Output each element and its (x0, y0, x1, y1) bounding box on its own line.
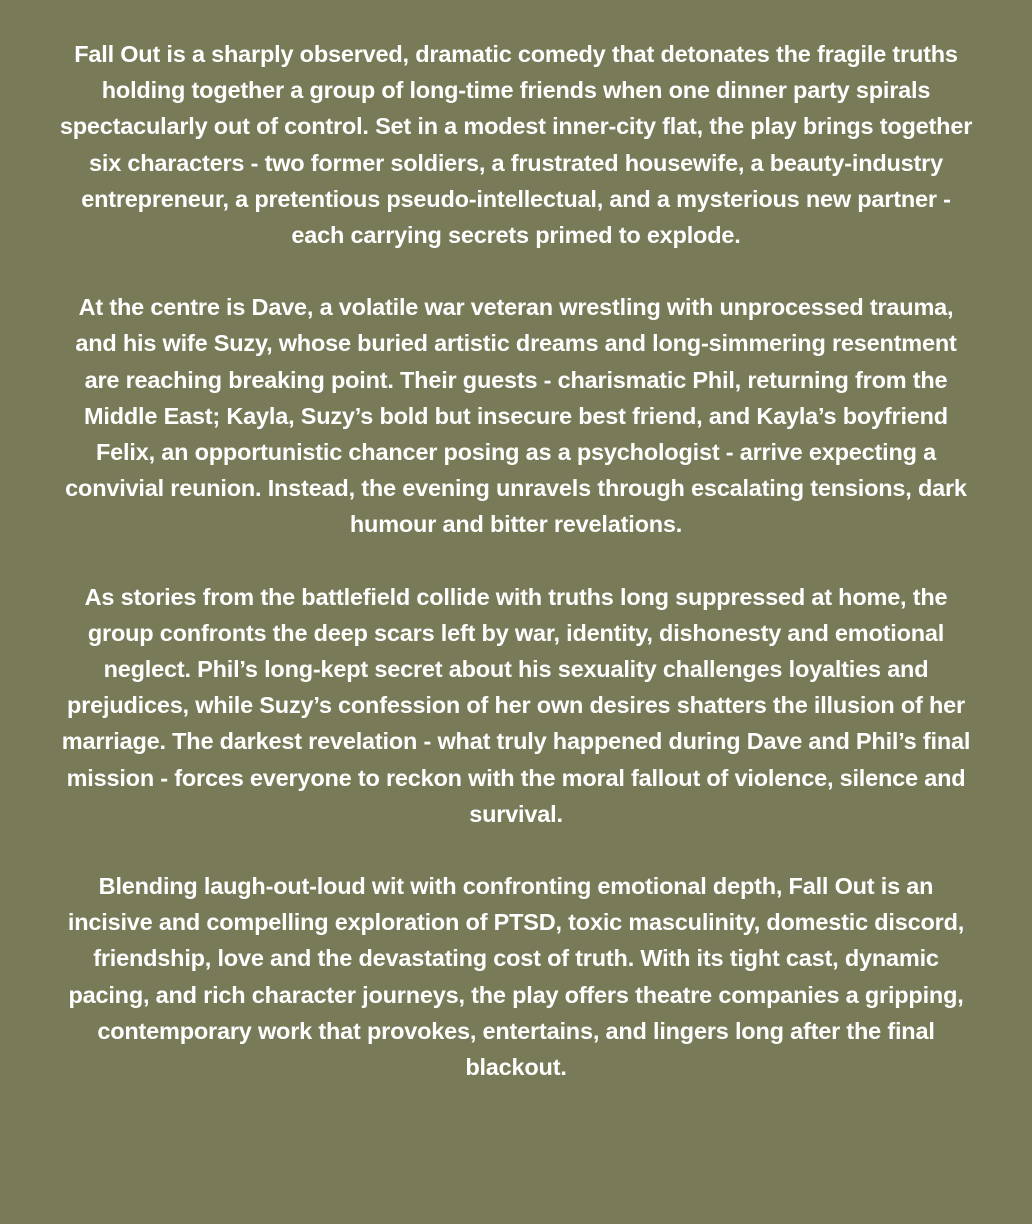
synopsis-paragraph-intro: Fall Out is a sharply observed, dramatic comedy that detonates the fragile truths holding together a group of long-time friends when one dinner party spirals spectacularly out of control. Set in a modest inner-city flat, the play brings together six characters - two former soldiers, a frustrated housewife, a beauty-industry entrepreneur, a pretentious pseudo-intellectual, and a mysterious new partner - each carrying secrets primed to explode. (59, 41, 973, 249)
synopsis-paragraph-summary: Blending laugh-out-loud wit with confronting emotional depth, Fall Out is an incisive and compelling exploration of PTSD, toxic masculinity, domestic discord, friendship, love and the devastating cost of truth. With its tight cast, dynamic pacing, and rich character journeys, the play offers theatre companies a gripping, contemporary work that provokes, entertains, and lingers long after the final blackout. (67, 873, 965, 1081)
synopsis-paragraph-conflict: As stories from the battlefield collide with truths long suppressed at home, the group confronts the deep scars left by war, identity, dishonesty and emotional neglect. Phil’s long-kept secret about his sexuality challenges loyalties and prejudices, while Suzy’s confession of her own desires shatters the illusion of her marriage. The darkest revelation - what truly happened during Dave and Phil’s final mission - forces everyone to reckon with the moral fallout of violence, silence and survival. (61, 583, 971, 827)
synopsis-paragraph-characters: At the centre is Dave, a volatile war veteran wrestling with unprocessed trauma, and his wife Suzy, whose buried artistic dreams and long-simmering resentment are reaching breaking point. Their guests - charismatic Phil, returning from the Middle East; Kayla, Suzy’s bold but insecure best friend, and Kayla’s boyfriend Felix, an opportunistic chancer posing as a psychologist - arrive expecting a convivial reunion. Instead, the evening unravels through escalating tensions, dark humour and bitter revelations. (65, 294, 967, 538)
